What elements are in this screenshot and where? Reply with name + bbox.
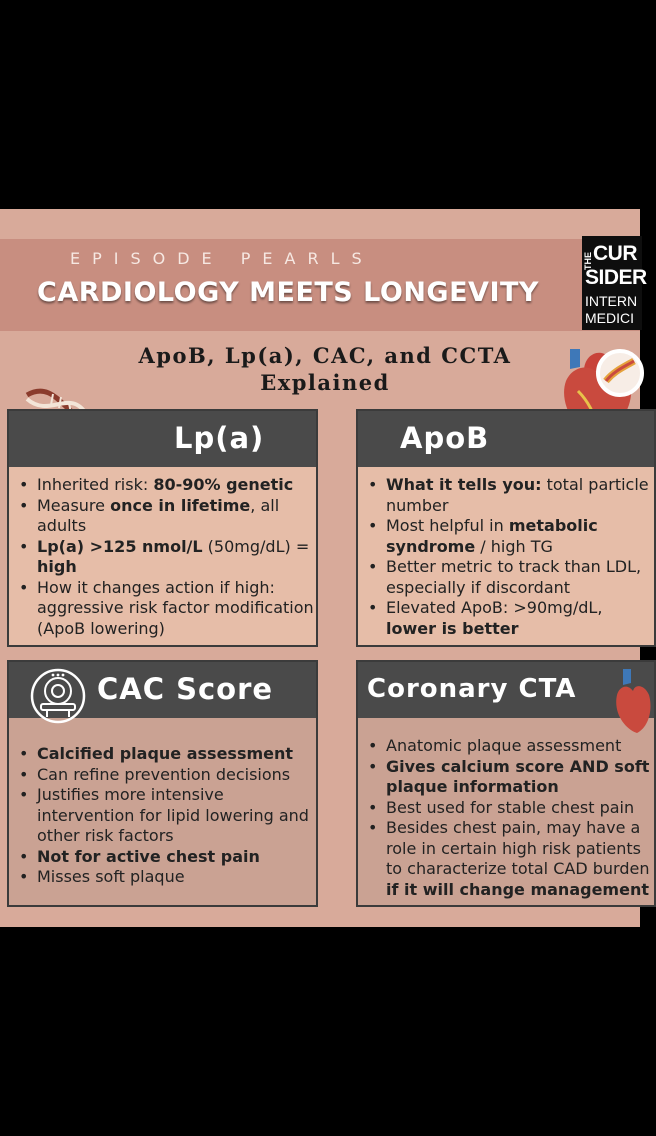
svg-text:THE: THE	[583, 252, 593, 270]
eyebrow-text: EPISODE PEARLS	[70, 249, 374, 268]
bullet-text: Justifies more intensive intervention for lipid lowering and other risk factors	[37, 785, 309, 845]
ccta-card-title: Coronary CTA	[367, 674, 577, 704]
bullet-text: Can refine prevention decisions	[37, 764, 291, 784]
bullet-item	[386, 557, 651, 598]
bullet-text: / high TG	[475, 536, 553, 556]
lpa-card	[7, 409, 318, 647]
logo-line-2: SIDER	[585, 266, 647, 289]
bullet-text: Best used for stable chest pain	[386, 797, 635, 817]
bullet-item	[386, 798, 651, 819]
cac-card	[7, 660, 318, 907]
subtitle-line-1: ApoB, Lp(a), CAC, and CCTA	[138, 343, 512, 368]
bullet-text: Anatomic plaque assessment	[386, 736, 622, 755]
infographic	[0, 209, 650, 927]
lpa-bullet-list	[17, 475, 317, 639]
bullet-item	[37, 475, 317, 496]
bullet-item	[37, 578, 317, 640]
logo-line-3: INTERN	[585, 293, 638, 309]
bullet-item	[37, 537, 317, 578]
bullet-text: , all adults	[37, 495, 280, 535]
apob-card-header	[358, 411, 654, 467]
bullet-item	[386, 516, 651, 557]
bullet-bold-text: if it will change management	[386, 879, 649, 899]
bullet-item	[386, 736, 651, 757]
logo-line-4: MEDICI	[585, 310, 634, 326]
ccta-card-header	[358, 662, 654, 718]
lpa-card-title: Lp(a)	[174, 421, 265, 455]
subtitle	[90, 342, 560, 396]
subtitle-line-2: Explained	[260, 370, 390, 395]
apob-card-title: ApoB	[400, 421, 490, 455]
bullet-bold-text: Lp(a) >125 nmol/L	[37, 536, 203, 556]
bullet-bold-text: high	[37, 557, 77, 576]
bullet-item	[37, 785, 319, 847]
bullet-text: Measure	[37, 495, 111, 515]
bullet-bold-text: 80-90% genetic	[153, 475, 294, 494]
bullet-text: Misses soft plaque	[37, 867, 185, 886]
ccta-card	[356, 660, 656, 907]
bullet-bold-text: lower is better	[386, 618, 519, 638]
small-heart-icon	[613, 665, 653, 735]
bullet-text: Most helpful in	[386, 516, 509, 535]
bullet-bold-text: metabolic syndrome	[386, 516, 598, 556]
bullet-text: (50mg/dL) =	[202, 536, 310, 556]
bullet-item	[37, 867, 319, 888]
bullet-item	[386, 598, 651, 639]
bullet-bold-text: once in lifetime	[110, 495, 251, 515]
bullet-item	[37, 744, 319, 765]
bullet-item	[386, 475, 651, 516]
bullet-item	[386, 757, 651, 798]
bullet-text: Better metric to track than LDL, especially if discordant	[386, 557, 642, 597]
apob-bullet-list	[366, 475, 651, 639]
ccta-bullet-list	[366, 736, 651, 900]
bullet-text: Elevated ApoB: >90mg/dL,	[386, 598, 603, 617]
bullet-text: Inherited risk:	[37, 475, 154, 494]
bullet-item	[386, 818, 651, 900]
ct-scanner-icon	[29, 667, 87, 725]
apob-card	[356, 409, 656, 647]
cac-bullet-list	[17, 744, 319, 888]
bullet-bold-text: What it tells you:	[386, 475, 542, 494]
bullet-text: Besides chest pain, may have a role in certain high risk patients to characterize total CAD burden	[386, 818, 650, 878]
bullet-item	[37, 847, 319, 868]
bullet-item	[37, 496, 317, 537]
lpa-card-header	[9, 411, 316, 467]
cac-card-title: CAC Score	[97, 672, 274, 706]
bullet-bold-text: Calcified plaque assessment	[37, 744, 294, 763]
bullet-text: total particle number	[386, 475, 649, 515]
logo-line-1: CUR	[593, 242, 637, 265]
bullet-bold-text: Gives calcium score AND soft plaque information	[386, 756, 650, 796]
bullet-bold-text: Not for active chest pain	[37, 846, 260, 866]
bullet-text: How it changes action if high: aggressive risk factor modification (ApoB lowering)	[37, 577, 314, 638]
podcast-logo	[582, 236, 647, 330]
bullet-item	[37, 765, 319, 786]
page-title: CARDIOLOGY MEETS LONGEVITY	[37, 277, 539, 308]
